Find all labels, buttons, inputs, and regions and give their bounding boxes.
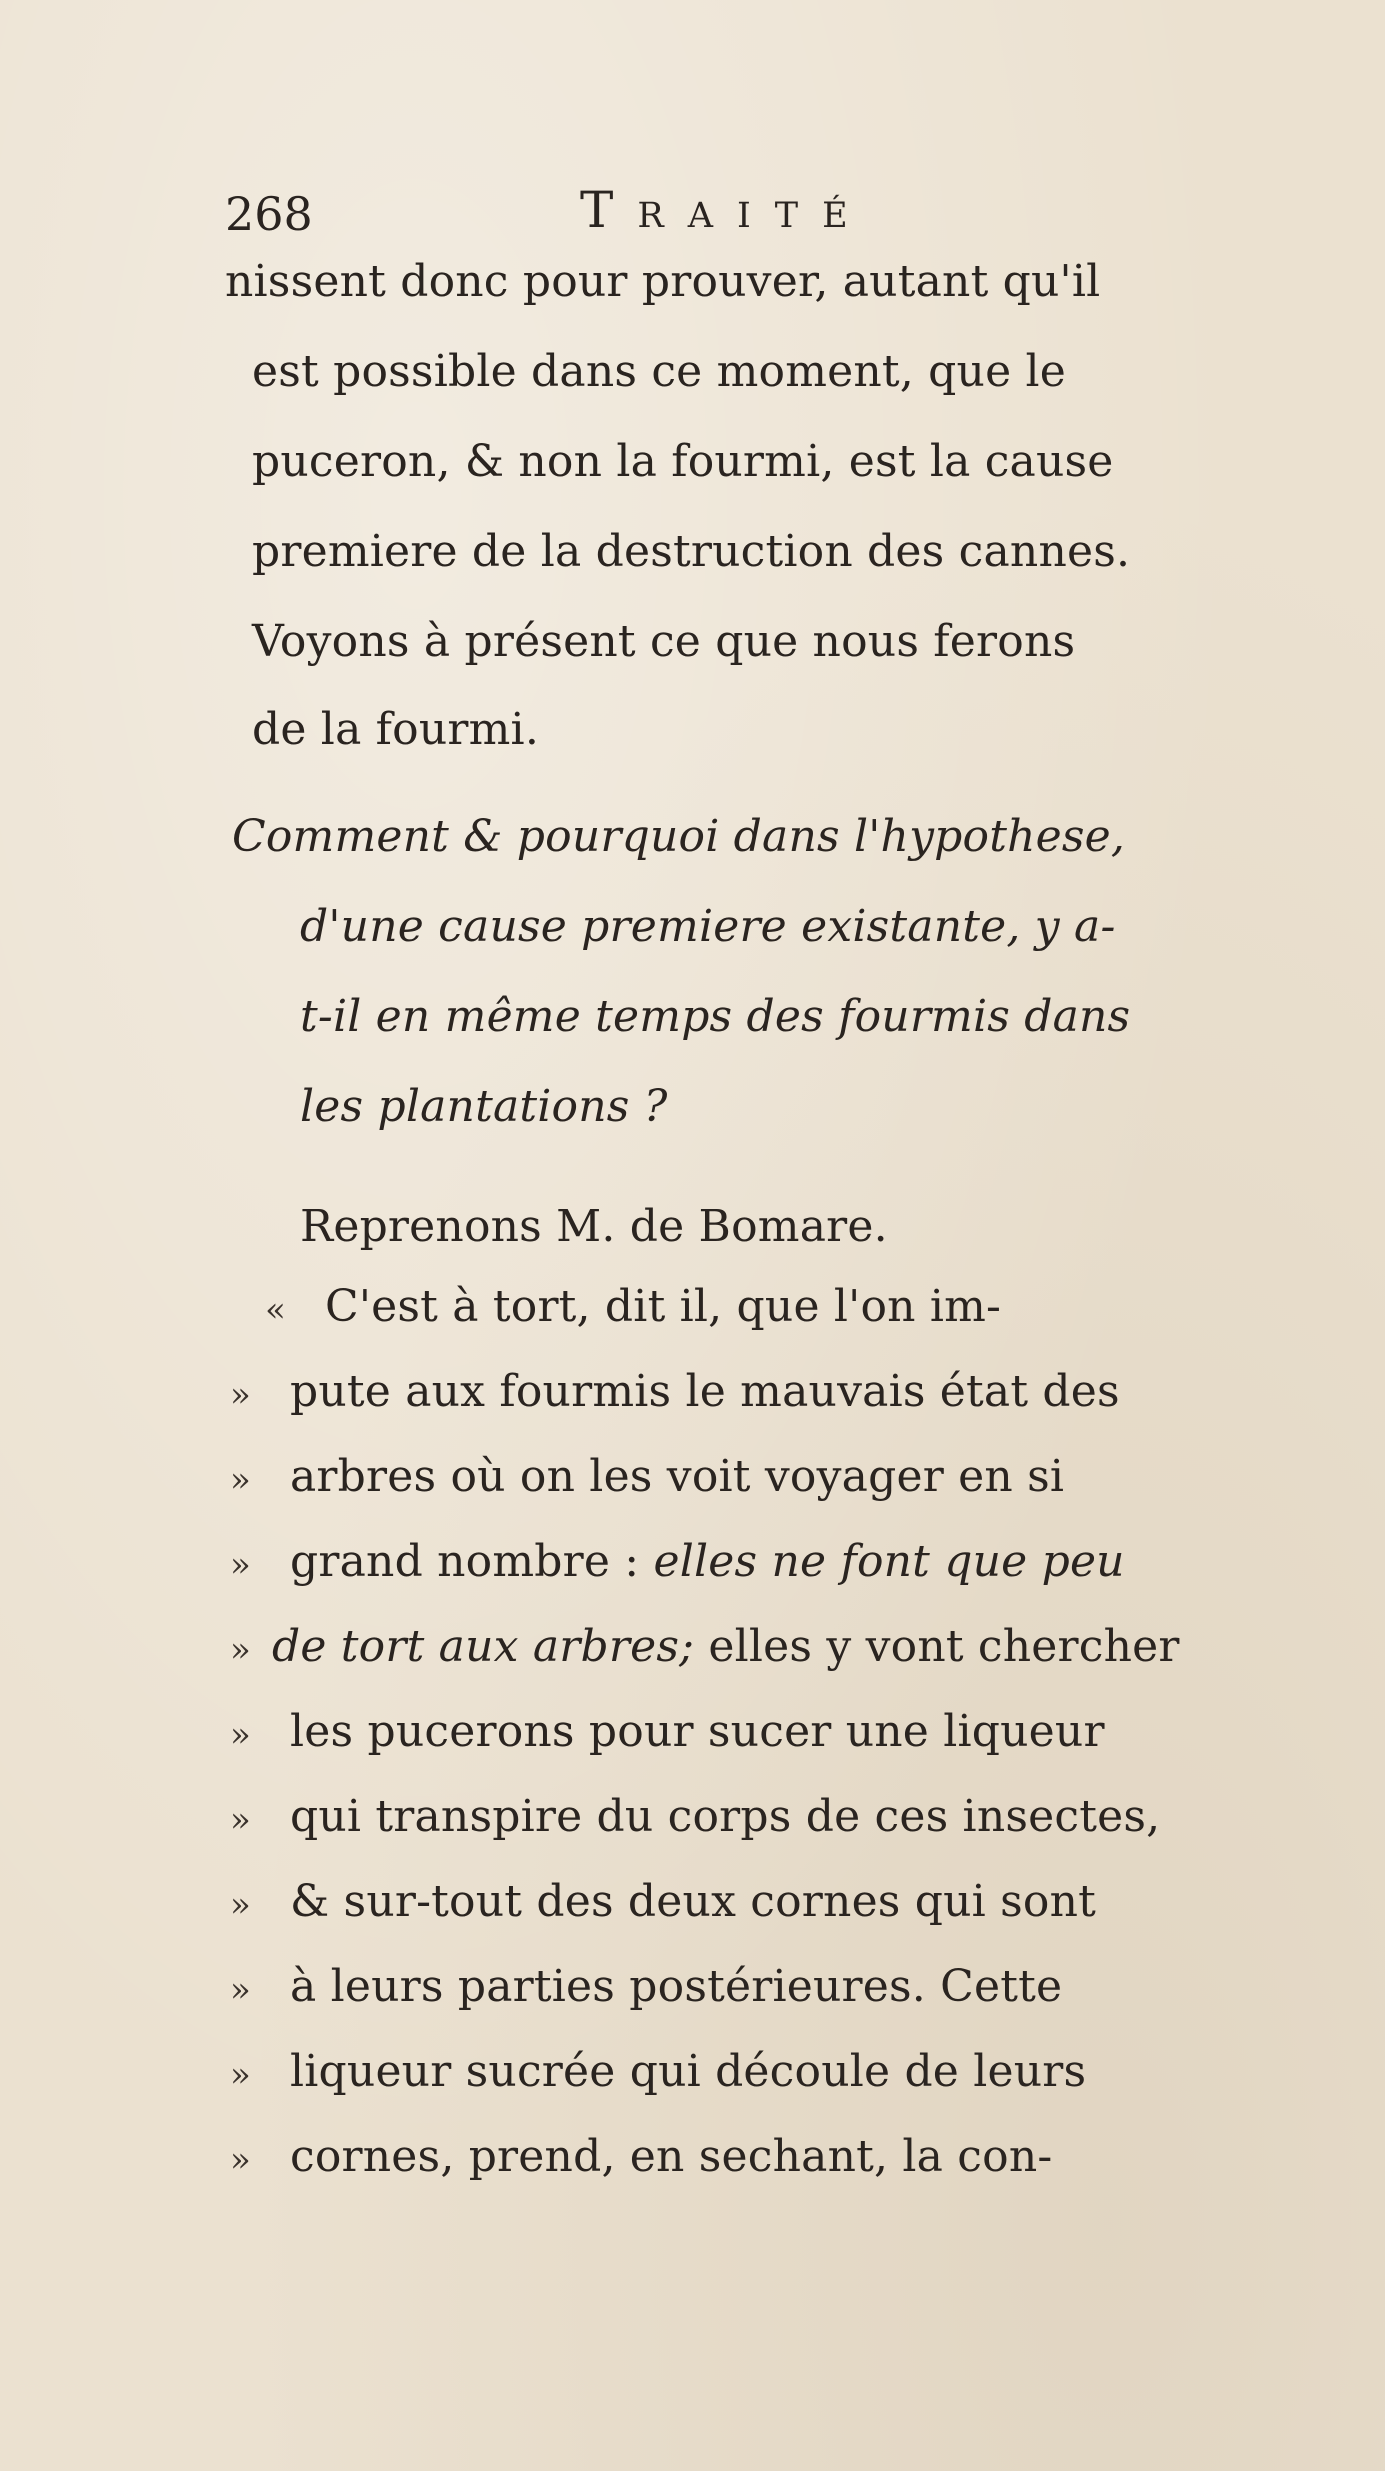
- quote-mark: »: [230, 1630, 252, 1670]
- running-title: Traité: [580, 181, 872, 239]
- page-number: 268: [225, 187, 313, 241]
- quote-mark: »: [230, 1800, 252, 1840]
- text-line: nissent donc pour prouver, autant qu'il: [225, 256, 1101, 307]
- quote-mark: »: [230, 1970, 252, 2010]
- text-line: premiere de la destruction des cannes.: [252, 526, 1131, 577]
- section-heading-line: d'une cause premiere existante, y a-: [300, 901, 1116, 952]
- section-heading-line: les plantations ?: [300, 1081, 668, 1132]
- quote-mark: »: [230, 1545, 252, 1585]
- section-heading-line: t-il en même temps des fourmis dans: [300, 991, 1131, 1042]
- section-heading-line: Comment & pourquoi dans l'hypothese,: [232, 811, 1126, 862]
- quote-mark: »: [230, 2140, 252, 2180]
- quote-mark: »: [230, 2055, 252, 2095]
- quote-line: » cornes, prend, en sechant, la con-: [230, 2131, 1053, 2182]
- quote-mark: «: [265, 1290, 287, 1330]
- text-line: Voyons à présent ce que nous ferons: [252, 616, 1076, 667]
- quote-line: » grand nombre : elles ne font que peu: [230, 1536, 1125, 1587]
- quote-line: » à leurs parties postérieures. Cette: [230, 1961, 1063, 2012]
- quote-line: » les pucerons pour sucer une liqueur: [230, 1706, 1105, 1757]
- text-line: est possible dans ce moment, que le: [252, 346, 1067, 397]
- text-line: Reprenons M. de Bomare.: [300, 1201, 888, 1252]
- text-line: de la fourmi.: [252, 704, 540, 755]
- quote-line: » de tort aux arbres; elles y vont chercher: [230, 1621, 1180, 1672]
- text-line: puceron, & non la fourmi, est la cause: [252, 436, 1114, 487]
- quote-line: » arbres où on les voit voyager en si: [230, 1451, 1065, 1502]
- quote-line: » qui transpire du corps de ces insectes,: [230, 1791, 1161, 1842]
- quote-mark: »: [230, 1715, 252, 1755]
- quote-mark: »: [230, 1460, 252, 1500]
- quote-mark: »: [230, 1375, 252, 1415]
- quote-line: « C'est à tort, dit il, que l'on im-: [265, 1281, 1002, 1332]
- quote-line: » liqueur sucrée qui découle de leurs: [230, 2046, 1087, 2097]
- quote-line: » pute aux fourmis le mauvais état des: [230, 1366, 1120, 1417]
- quote-mark: »: [230, 1885, 252, 1925]
- quote-line: » & sur-tout des deux cornes qui sont: [230, 1876, 1097, 1927]
